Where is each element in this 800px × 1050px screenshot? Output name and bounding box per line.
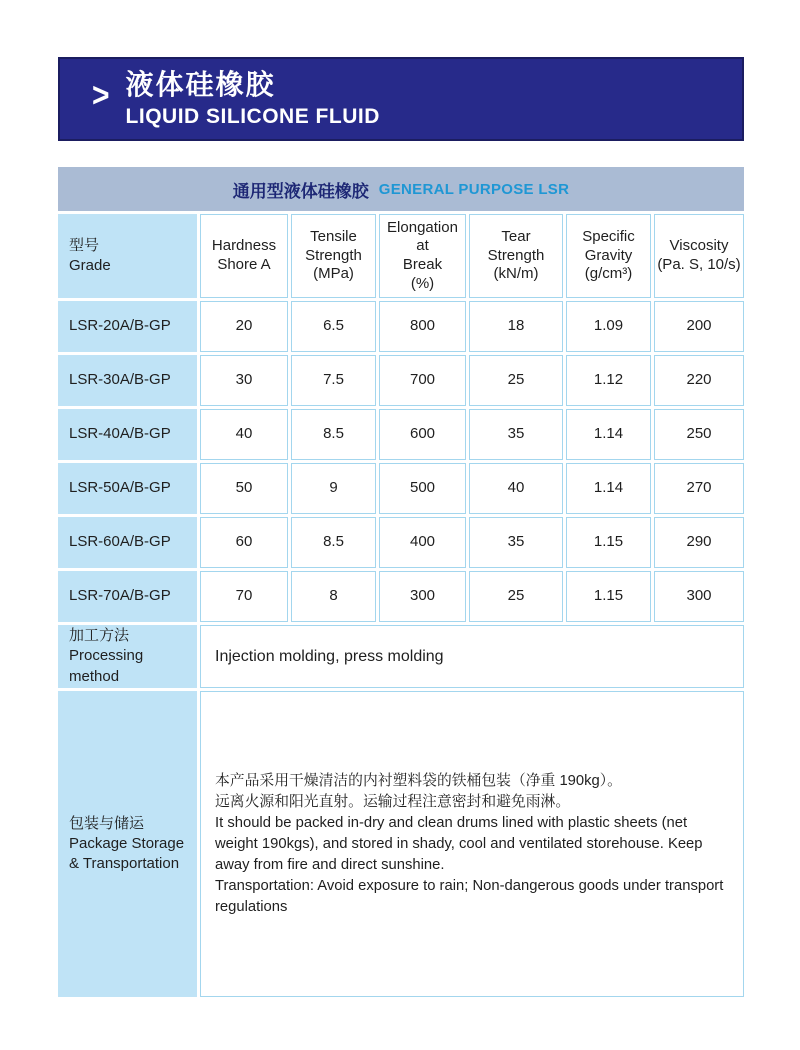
processing-label-zh: 加工方法 [69,627,130,645]
packaging-label-en: Package Storage & Transportation [69,834,185,873]
tear-cell: 40 [469,463,563,514]
grade-cell: LSR-60A/B-GP [58,517,197,568]
column-header-grade [58,214,197,298]
page-title-en: LIQUID SILICONE FLUID [125,104,380,128]
tensile-cell: 9 [291,463,376,514]
viscosity-cell: 220 [654,355,744,406]
hardness-cell: 30 [200,355,288,406]
tensile-cell: 6.5 [291,301,376,352]
viscosity-cell: 270 [654,463,744,514]
banner-titles [126,69,380,128]
tear-cell: 35 [469,517,563,568]
processing-label-en: Processing method [69,647,144,685]
header-grade-en: Grade [69,257,111,274]
grade-cell: LSR-70A/B-GP [58,571,197,622]
packaging-label-zh: 包装与储运 [69,814,145,832]
tensile-cell: 8.5 [291,517,376,568]
packaging-line-en-2: Transportation: Avoid exposure to rain; Non-dangerous goods under transport regulations [215,877,724,915]
grade-cell: LSR-20A/B-GP [58,301,197,352]
viscosity-cell: 290 [654,517,744,568]
packaging-line-en-1: It should be packed in-dry and clean drums lined with plastic sheets (net weight 190kgs), and stored in shady, cool and ventilated storehouse. Keep away from fire and direct sunshine. [215,814,703,873]
column-header-tensile: Tensile Strength (MPa) [291,214,376,298]
packaging-text [200,691,744,997]
hardness-cell: 40 [200,409,288,460]
column-header-elongation: Elongation at Break (%) [379,214,466,298]
packaging-line-zh-1: 本产品采用干燥清洁的内衬塑料袋的铁桶包装（净重 190kg）。 [215,772,622,789]
tear-cell: 25 [469,571,563,622]
section-title-en: GENERAL PURPOSE LSR [378,180,570,198]
hardness-cell: 70 [200,571,288,622]
column-header-tear: Tear Strength (kN/m) [469,214,563,298]
elongation-cell: 700 [379,355,466,406]
elongation-cell: 600 [379,409,466,460]
gravity-cell: 1.12 [566,355,651,406]
chevron-right-icon: > [92,76,110,115]
column-header-hardness: Hardness Shore A [200,214,288,298]
tensile-cell: 8.5 [291,409,376,460]
section-title-strip [58,167,744,211]
column-header-gravity: Specific Gravity (g/cm³) [566,214,651,298]
tear-cell: 18 [469,301,563,352]
spec-table [58,167,744,997]
column-header-viscosity: Viscosity (Pa. S, 10/s) [654,214,744,298]
hardness-cell: 60 [200,517,288,568]
gravity-cell: 1.14 [566,463,651,514]
viscosity-cell: 250 [654,409,744,460]
page-title-zh: 液体硅橡胶 [125,69,276,101]
section-title-zh: 通用型液体硅橡胶 [232,181,369,201]
hardness-cell: 20 [200,301,288,352]
hardness-cell: 50 [200,463,288,514]
grade-cell: LSR-50A/B-GP [58,463,197,514]
elongation-cell: 800 [379,301,466,352]
gravity-cell: 1.09 [566,301,651,352]
elongation-cell: 500 [379,463,466,514]
grade-cell: LSR-40A/B-GP [58,409,197,460]
page-header-banner [58,57,744,141]
elongation-cell: 300 [379,571,466,622]
processing-method-label [58,625,197,688]
processing-method-value: Injection molding, press molding [200,625,744,688]
tensile-cell: 7.5 [291,355,376,406]
gravity-cell: 1.14 [566,409,651,460]
header-grade-zh: 型号 [69,236,100,254]
packaging-label [58,691,197,997]
gravity-cell: 1.15 [566,517,651,568]
tensile-cell: 8 [291,571,376,622]
gravity-cell: 1.15 [566,571,651,622]
tear-cell: 35 [469,409,563,460]
grade-cell: LSR-30A/B-GP [58,355,197,406]
tear-cell: 25 [469,355,563,406]
packaging-line-zh-2: 远离火源和阳光直射。运输过程注意密封和避免雨淋。 [215,793,571,810]
viscosity-cell: 300 [654,571,744,622]
viscosity-cell: 200 [654,301,744,352]
elongation-cell: 400 [379,517,466,568]
